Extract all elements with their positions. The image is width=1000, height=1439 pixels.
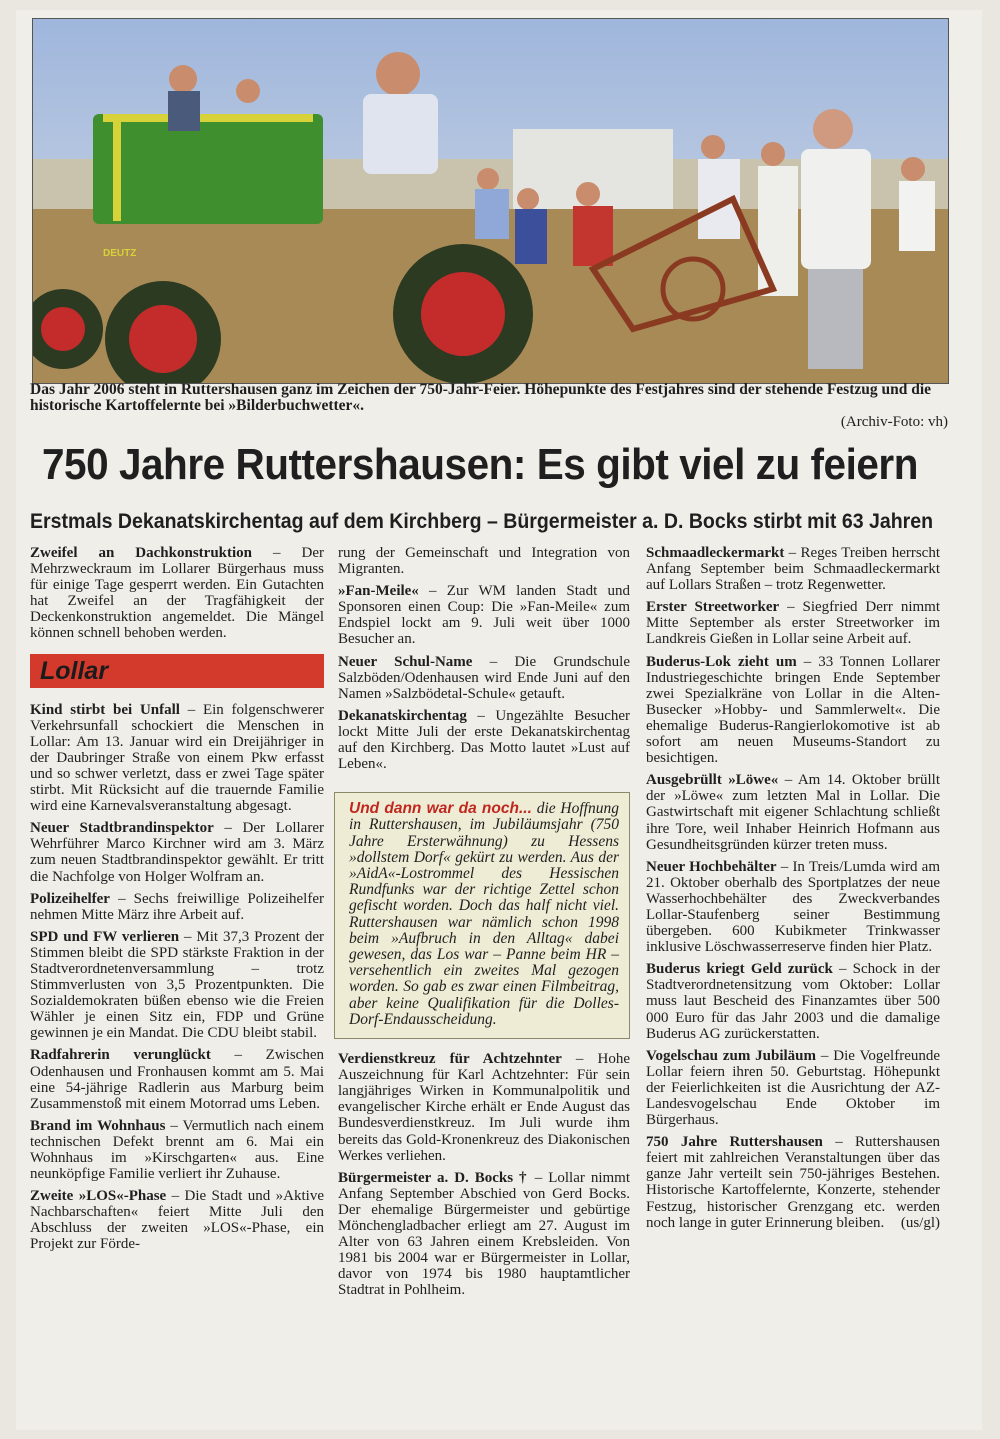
news-item-text: – Zur WM landen Stadt und Sponsoren einen Coup: Die »Fan-Meile« zum Endspiel lockt am 9. Juli weit über 1000 Besucher an. xyxy=(338,583,630,648)
news-item-text: – Schock in der Stadtverordnetensitzung vom Oktober: Lollar muss laut Bescheid des Finanzamtes über 500 000 Euro für das Jahr 2003 und die damalige Buderus AG zurückerstatten. xyxy=(646,961,940,1042)
caption-text: Das Jahr 2006 steht in Ruttershausen ganz im Zeichen der 750-Jahr-Feier. Höhepunkte des Festjahres sind der stehende Festzug und die historische Kartoffelernte bei »Bilderbuchwetter«. xyxy=(30,381,932,414)
news-item xyxy=(646,961,940,1041)
news-item-text: – Mit 37,3 Prozent der Stimmen bleibt die SPD stärkste Fraktion in der Stadtverordnetenversammlung – trotz Stimmverlusten von 3,5 Prozentpunkten. Die Sozialdemokraten büßen ebenso wie die Freien Wähler je einen Sitz ein, FDP und Grüne gewinnen je ein Mandat. Die CDU bleibt stabil. xyxy=(30,928,324,1042)
news-item-title: 750 Jahre Ruttershausen xyxy=(646,1134,823,1151)
news-item xyxy=(338,1051,630,1164)
news-item-text: – Lollar nimmt Anfang September Abschied von Gerd Bocks. Der ehemalige Bürgermeister und gebürtige Mönchengladbacher erliegt am 27. August im Alter von 63 Jahren einem Krebsleiden. Von 1981 bis 2004 war er Bürgermeister in Lollar, davor von 1974 bis 1980 hauptamtlicher Stadtrat in Pohlheim. xyxy=(338,1169,630,1299)
news-item-text: – In Treis/Lumda wird am 21. Oktober oberhalb des Sportplatzes der neue Wasserhochbehälter des Zweckverbandes Lollar-Staufenberg seiner Bestimmung übergeben. 600 Kubikmeter Trinkwasser inklusive Löschwasserreserve finden hier Platz. xyxy=(646,858,940,956)
news-item-text: – Reges Treiben herrscht Anfang September beim Schmaadleckermarkt auf Lollars Straßen – trotz Regenwetter. xyxy=(646,545,940,594)
news-item xyxy=(338,654,630,702)
author-signature: (us/gl) xyxy=(900,1214,940,1231)
info-box xyxy=(334,792,630,1039)
news-item-title: SPD und FW verlieren xyxy=(30,928,180,945)
column-2 xyxy=(338,545,630,1304)
news-item-title: Zweite »LOS«-Phase xyxy=(30,1188,167,1205)
subheadline: Erstmals Dekanatskirchentag auf dem Kirchberg – Bürgermeister a. D. Bocks stirbt mit 63 Jahren xyxy=(30,510,934,533)
news-item xyxy=(338,583,630,647)
news-item xyxy=(338,708,630,772)
news-item xyxy=(646,772,940,852)
news-item-title: Schmaadleckermarkt xyxy=(646,545,785,561)
headline: 750 Jahre Ruttershausen: Es gibt viel zu feiern xyxy=(42,440,918,489)
news-item-text: – Ruttershausen feiert mit zahlreichen Veranstaltungen über das ganze Jahr verteilt sein 750-jähriges Bestehen. Historische Kartoffelernte, Konzerte, stehender Festzug, historischer Grenzgang etc. werden noch lange in guter Erinnerung bleiben. xyxy=(646,1134,940,1231)
news-item-title: Buderus kriegt Geld zurück xyxy=(646,961,833,978)
section-bar-lollar: Lollar xyxy=(30,654,324,688)
news-item-title: Kind stirbt bei Unfall xyxy=(30,701,180,718)
news-item xyxy=(338,1170,630,1299)
news-item-title: »Fan-Meile« xyxy=(338,583,419,600)
news-item xyxy=(30,702,324,815)
photo-credit: (Archiv-Foto: vh) xyxy=(840,414,948,430)
news-item-text: – 33 Tonnen Lollarer Industriegeschichte bringen Ende September zwei Spezialkräne von Lollar in die Alten-Busecker »Hobby- und Sammlerwelt«. Die ehemalige Buderus-Rangierlokomotive ist ab sofort am neuen Museums-Standort zu besichtigen. xyxy=(646,653,940,767)
tractor-brand-label: DEUTZ xyxy=(103,248,137,259)
news-item xyxy=(646,859,940,956)
news-item-title: Ausgebrüllt »Löwe« xyxy=(646,772,779,789)
news-item xyxy=(646,545,940,593)
news-item-title: Erster Streetworker xyxy=(646,599,780,616)
info-box-text: die Hoffnung in Ruttershausen, im Jubiläumsjahr (750 Jahre Ersterwähnung) zu Hessens »dollstem Dorf« gekürt zu werden. Aus der »AidA«-Lostrommel des Hessischen Rundfunks war der richtige Zettel schon gefischt worden. Doch das half nicht viel. Ruttershausen war nämlich schon 1998 beim »Aufbruch in den Alltag« dabei gewesen, das Los war – Panne beim HR – versehentlich ein zweites Mal gezogen worden. So gab es zwar einen Filmbeitrag, aber keine Qualifikation für die Dolles-Dorf-Endausscheidung. xyxy=(349,800,619,1028)
news-item xyxy=(30,1118,324,1182)
news-item-title: Brand im Wohnhaus xyxy=(30,1117,166,1134)
news-item-text: – Vermutlich nach einem technischen Defekt brennt am 6. Mai ein Wohnhaus im »Kirschgarten« aus. Eine neunköpfige Familie verliert ihr Zuhause. xyxy=(30,1117,324,1183)
article-photo xyxy=(32,18,949,384)
news-item xyxy=(30,820,324,884)
news-item-title: Verdienstkreuz für Achtzehnter xyxy=(338,1051,562,1068)
news-item-text: – Am 14. Oktober brüllt der »Löwe« zum letzten Mal in Lollar. Die Gastwirtschaft mit eigener Schlachtung schließt ihre Tore, weil Inhaber Heinrich Hofmann aus Gesundheitsgründen kürzer treten muss. xyxy=(646,772,941,853)
news-item-text: – Siegfried Derr nimmt Mitte September als erster Streetworker im Landkreis Gießen in Lollar seine Arbeit auf. xyxy=(646,599,940,648)
news-item-title: Polizeihelfer xyxy=(30,890,110,907)
news-item-title: Neuer Hochbehälter xyxy=(646,858,777,875)
news-item-title: Buderus-Lok zieht um xyxy=(646,653,797,670)
news-item-text: – Die Vogelfreunde Lollar feiern ihren 50. Geburtstag. Höhepunkt der Feierlichkeiten ist die Ausrichtung der AZ-Landesvogelschau Ende Oktober im Bürgerhaus. xyxy=(646,1047,941,1129)
news-item-text: – Der Mehrzweckraum im Lollarer Bürgerhaus muss für einige Tage gesperrt werden. Ein Gutachten hat Zweifel an der Tragfähigkeit der Deckenkonstruktion angemeldet. Die Mängel können schnell behoben werden. xyxy=(30,545,324,642)
news-item-title: Neuer Stadtbrandinspektor xyxy=(30,820,214,837)
news-item-title: Dekanatskirchentag xyxy=(338,707,467,724)
news-item-text: – Hohe Auszeichnung für Karl Achtzehnter: Für sein langjähriges Wirken in Kommunalpolitik und evangelischer Kirche erhält er Ende August das Bundesverdienstkreuz. Im Juli wurde ihm bereits das Gold-Kronenkreuz des Diakonischen Werkes verliehen. xyxy=(338,1051,630,1164)
news-item-text: – Die Grundschule Salzböden/Odenhausen wird Ende Juni auf den Namen »Salzbödetal-Schule« getauft. xyxy=(338,653,630,702)
news-item-text: – Der Lollarer Wehrführer Marco Kirchner wird am 3. März zum neuen Stadtbrandinspektor gewählt. Er tritt die Nachfolge von Holger Wolfram an. xyxy=(30,820,324,885)
news-item xyxy=(646,599,940,647)
news-item-text: – Ein folgenschwerer Verkehrsunfall schockiert die Menschen in Lollar: Am 13. Januar wird ein Dreijähriger in der Daubringer Straße von einem Pkw erfasst und so schwer verletzt, dass er zwei Tage später stirbt. Mit Rücksicht auf die trauernde Familie wird eine Karnevalsveranstaltung abgesagt. xyxy=(30,701,324,815)
news-item-text: – Zwischen Odenhausen und Fronhausen kommt am 5. Mai eine 54-jährige Radlerin aus Marburg beim Zusammenstoß mit einem Motorrad ums Leben. xyxy=(30,1047,324,1112)
news-item xyxy=(30,1047,324,1111)
news-item-title: Zweifel an Dachkonstruktion xyxy=(30,545,253,561)
news-item-continued: rung der Gemeinschaft und Integration von Migranten. xyxy=(338,545,630,578)
info-box-lead: Und dann war da noch... xyxy=(349,800,532,818)
news-item-text: – Sechs freiwillige Polizeihelfer nehmen Mitte März ihre Arbeit auf. xyxy=(30,890,324,923)
news-item xyxy=(30,891,324,923)
news-item-title: Vogelschau zum Jubiläum xyxy=(646,1047,817,1064)
news-item xyxy=(30,929,324,1042)
news-item xyxy=(646,1134,940,1231)
news-item xyxy=(646,654,940,767)
column-3 xyxy=(646,545,940,1237)
news-item-text: – Die Stadt und »Aktive Nachbarschaften« feiert Mitte Juli den Abschluss der zweiten »LOS«-Phase, ein Projekt zur Förde- xyxy=(30,1188,324,1253)
news-item-text: – Ungezählte Besucher lockt Mitte Juli der erste Dekanatskirchentag auf den Kirchberg. Das Motto lautet »Lust auf Leben«. xyxy=(338,707,630,773)
column-1 xyxy=(30,545,324,1259)
news-item-title: Radfahrerin verunglückt xyxy=(30,1047,211,1064)
news-item xyxy=(30,1188,324,1252)
news-item xyxy=(646,1048,940,1128)
news-item-title: Bürgermeister a. D. Bocks † xyxy=(338,1169,529,1186)
news-item xyxy=(30,545,324,642)
news-item-title: Neuer Schul-Name xyxy=(338,653,473,670)
photo-caption xyxy=(30,382,948,430)
